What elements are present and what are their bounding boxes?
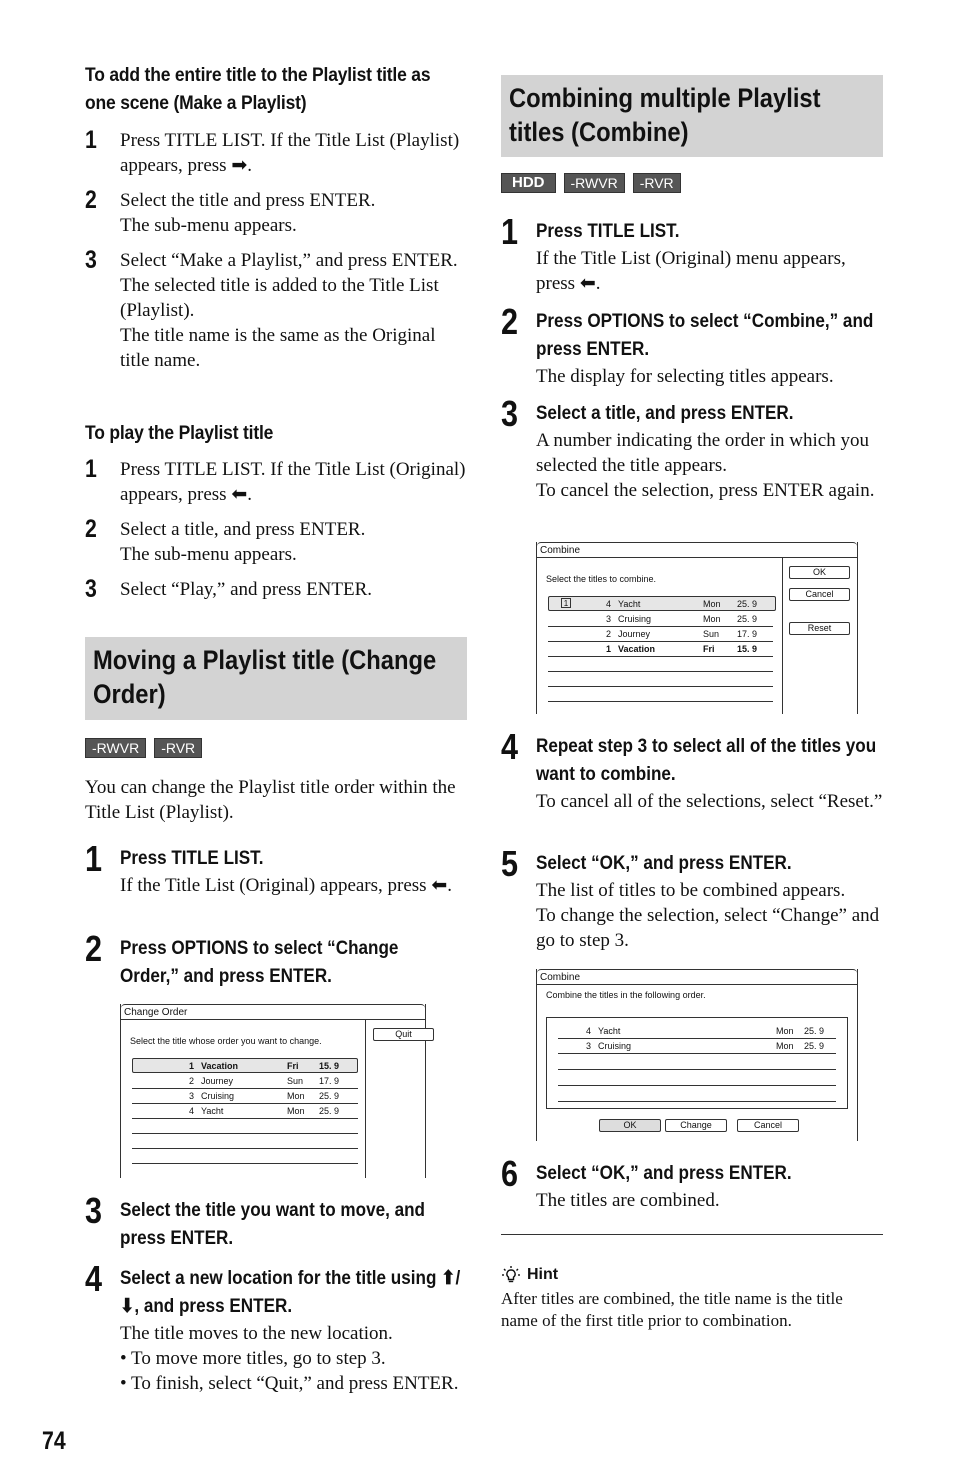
combine-confirm-screen	[536, 969, 858, 1141]
table-row[interactable]: 3 Cruising Mon 25. 9	[548, 612, 773, 627]
badge-rvr: -RVR	[154, 738, 202, 758]
combine-section-title: Combining multiple Playlist titles (Combine)	[501, 75, 883, 157]
arrow-left-icon: ⬅	[431, 875, 448, 896]
table-row[interactable]: 2 Journey Sun 17. 9	[132, 1074, 358, 1089]
combine-step-2: 2 Press OPTIONS to select “Combine,” and press ENTER. The display for selecting titles appears.	[501, 301, 874, 387]
change-order-step-2: 2 Press OPTIONS to select “Change Order,” and press ENTER.	[85, 928, 399, 987]
combine-step-1: 1 Press TITLE LIST. If the Title List (Original) menu appears, press ⬅.	[501, 211, 846, 294]
ok-button[interactable]: OK	[599, 1119, 661, 1132]
play-playlist-step-2: 2 Select a title, and press ENTER. The sub-menu appears.	[85, 515, 366, 565]
screen-title: Combine	[537, 542, 857, 558]
cancel-button[interactable]: Cancel	[737, 1119, 799, 1132]
change-order-step-4: 4 Select a new location for the title using ⬆/⬇, and press ENTER. The title moves to the new location. • To move more titles, go to step 3. • To finish, select “Quit,” and press ENTER.	[85, 1258, 461, 1394]
arrow-right-icon: ➡	[231, 155, 248, 176]
combine-select-screen	[536, 542, 858, 714]
make-playlist-heading: To add the entire title to the Playlist title as one scene (Make a Playlist)	[85, 65, 431, 114]
table-row[interactable]: 3 Cruising Mon 25. 9	[558, 1039, 836, 1054]
badge-hdd: HDD	[501, 173, 556, 193]
badge-rvr: -RVR	[633, 173, 681, 193]
badge-rwvr: -RWVR	[85, 738, 146, 758]
table-row[interactable]: 1 4 Yacht Mon 25. 9	[548, 596, 776, 611]
screen-prompt: Select the titles to combine.	[546, 574, 657, 584]
make-playlist-step-3: 3 Select “Make a Playlist,” and press ENTER. The selected title is added to the Title List (Playlist). The title name is the same as the Original title name.	[85, 246, 458, 371]
screen-prompt: Select the title whose order you want to change.	[130, 1036, 322, 1046]
table-row[interactable]: 1 Vacation Fri 15. 9	[548, 642, 773, 657]
ok-button[interactable]: OK	[789, 566, 850, 579]
arrow-left-icon: ⬅	[231, 484, 248, 505]
cancel-button[interactable]: Cancel	[789, 588, 850, 601]
arrow-left-icon: ⬅	[579, 273, 596, 294]
badge-rwvr: -RWVR	[564, 173, 625, 193]
change-order-step-1: 1 Press TITLE LIST. If the Title List (Original) appears, press ⬅.	[85, 838, 453, 896]
combine-step-5: 5 Select “OK,” and press ENTER. The list of titles to be combined appears. To change the selection, select “Change” and go to step 3.	[501, 843, 880, 951]
up-down-arrows-icon: ⬆/⬇	[120, 1268, 461, 1317]
combine-order-list	[546, 1017, 848, 1109]
make-playlist-step-1: 1 Press TITLE LIST. If the Title List (Playlist) appears, press ➡.	[85, 126, 460, 176]
combine-step-4: 4 Repeat step 3 to select all of the titles you want to combine. To cancel all of the selections, select “Reset.”	[501, 726, 883, 812]
hint-text: After titles are combined, the title name is the title name of the first title prior to combination.	[501, 1289, 843, 1330]
lightbulb-icon	[501, 1265, 521, 1285]
hint-header	[501, 1265, 558, 1285]
play-playlist-step-3: 3 Select “Play,” and press ENTER.	[85, 575, 373, 603]
change-order-intro: You can change the Playlist title order within the Title List (Playlist).	[85, 777, 456, 823]
reset-button[interactable]: Reset	[789, 622, 850, 635]
table-row[interactable]: 3 Cruising Mon 25. 9	[132, 1089, 358, 1104]
play-playlist-step-1: 1 Press TITLE LIST. If the Title List (Original) appears, press ⬅.	[85, 455, 466, 505]
change-order-step-3: 3 Select the title you want to move, and press ENTER.	[85, 1190, 426, 1249]
combine-step-6: 6 Select “OK,” and press ENTER. The titles are combined.	[501, 1153, 792, 1211]
hint-divider	[501, 1234, 883, 1235]
change-order-screen	[120, 1004, 426, 1178]
play-playlist-heading: To play the Playlist title	[85, 423, 274, 444]
make-playlist-step-2: 2 Select the title and press ENTER. The sub-menu appears.	[85, 186, 376, 236]
change-order-badges	[85, 738, 202, 758]
selection-order-mark: 1	[561, 598, 571, 608]
screen-prompt: Combine the titles in the following order.	[546, 990, 706, 1000]
change-order-section-title: Moving a Playlist title (Change Order)	[85, 637, 467, 720]
combine-step-3: 3 Select a title, and press ENTER. A number indicating the order in which you selected the title appears. To cancel the selection, press ENTER again.	[501, 393, 875, 501]
quit-button[interactable]: Quit	[373, 1028, 434, 1041]
table-row[interactable]: 4 Yacht Mon 25. 9	[558, 1024, 836, 1039]
screen-title: Change Order	[121, 1004, 425, 1020]
page-number: 74	[42, 1427, 66, 1455]
table-row[interactable]: 4 Yacht Mon 25. 9	[132, 1104, 358, 1119]
table-row[interactable]: 1 Vacation Fri 15. 9	[132, 1058, 358, 1073]
change-button[interactable]: Change	[665, 1119, 727, 1132]
combine-badges	[501, 173, 681, 193]
screen-title: Combine	[537, 969, 857, 985]
table-row[interactable]: 2 Journey Sun 17. 9	[548, 627, 773, 642]
hint-label: Hint	[527, 1266, 559, 1283]
